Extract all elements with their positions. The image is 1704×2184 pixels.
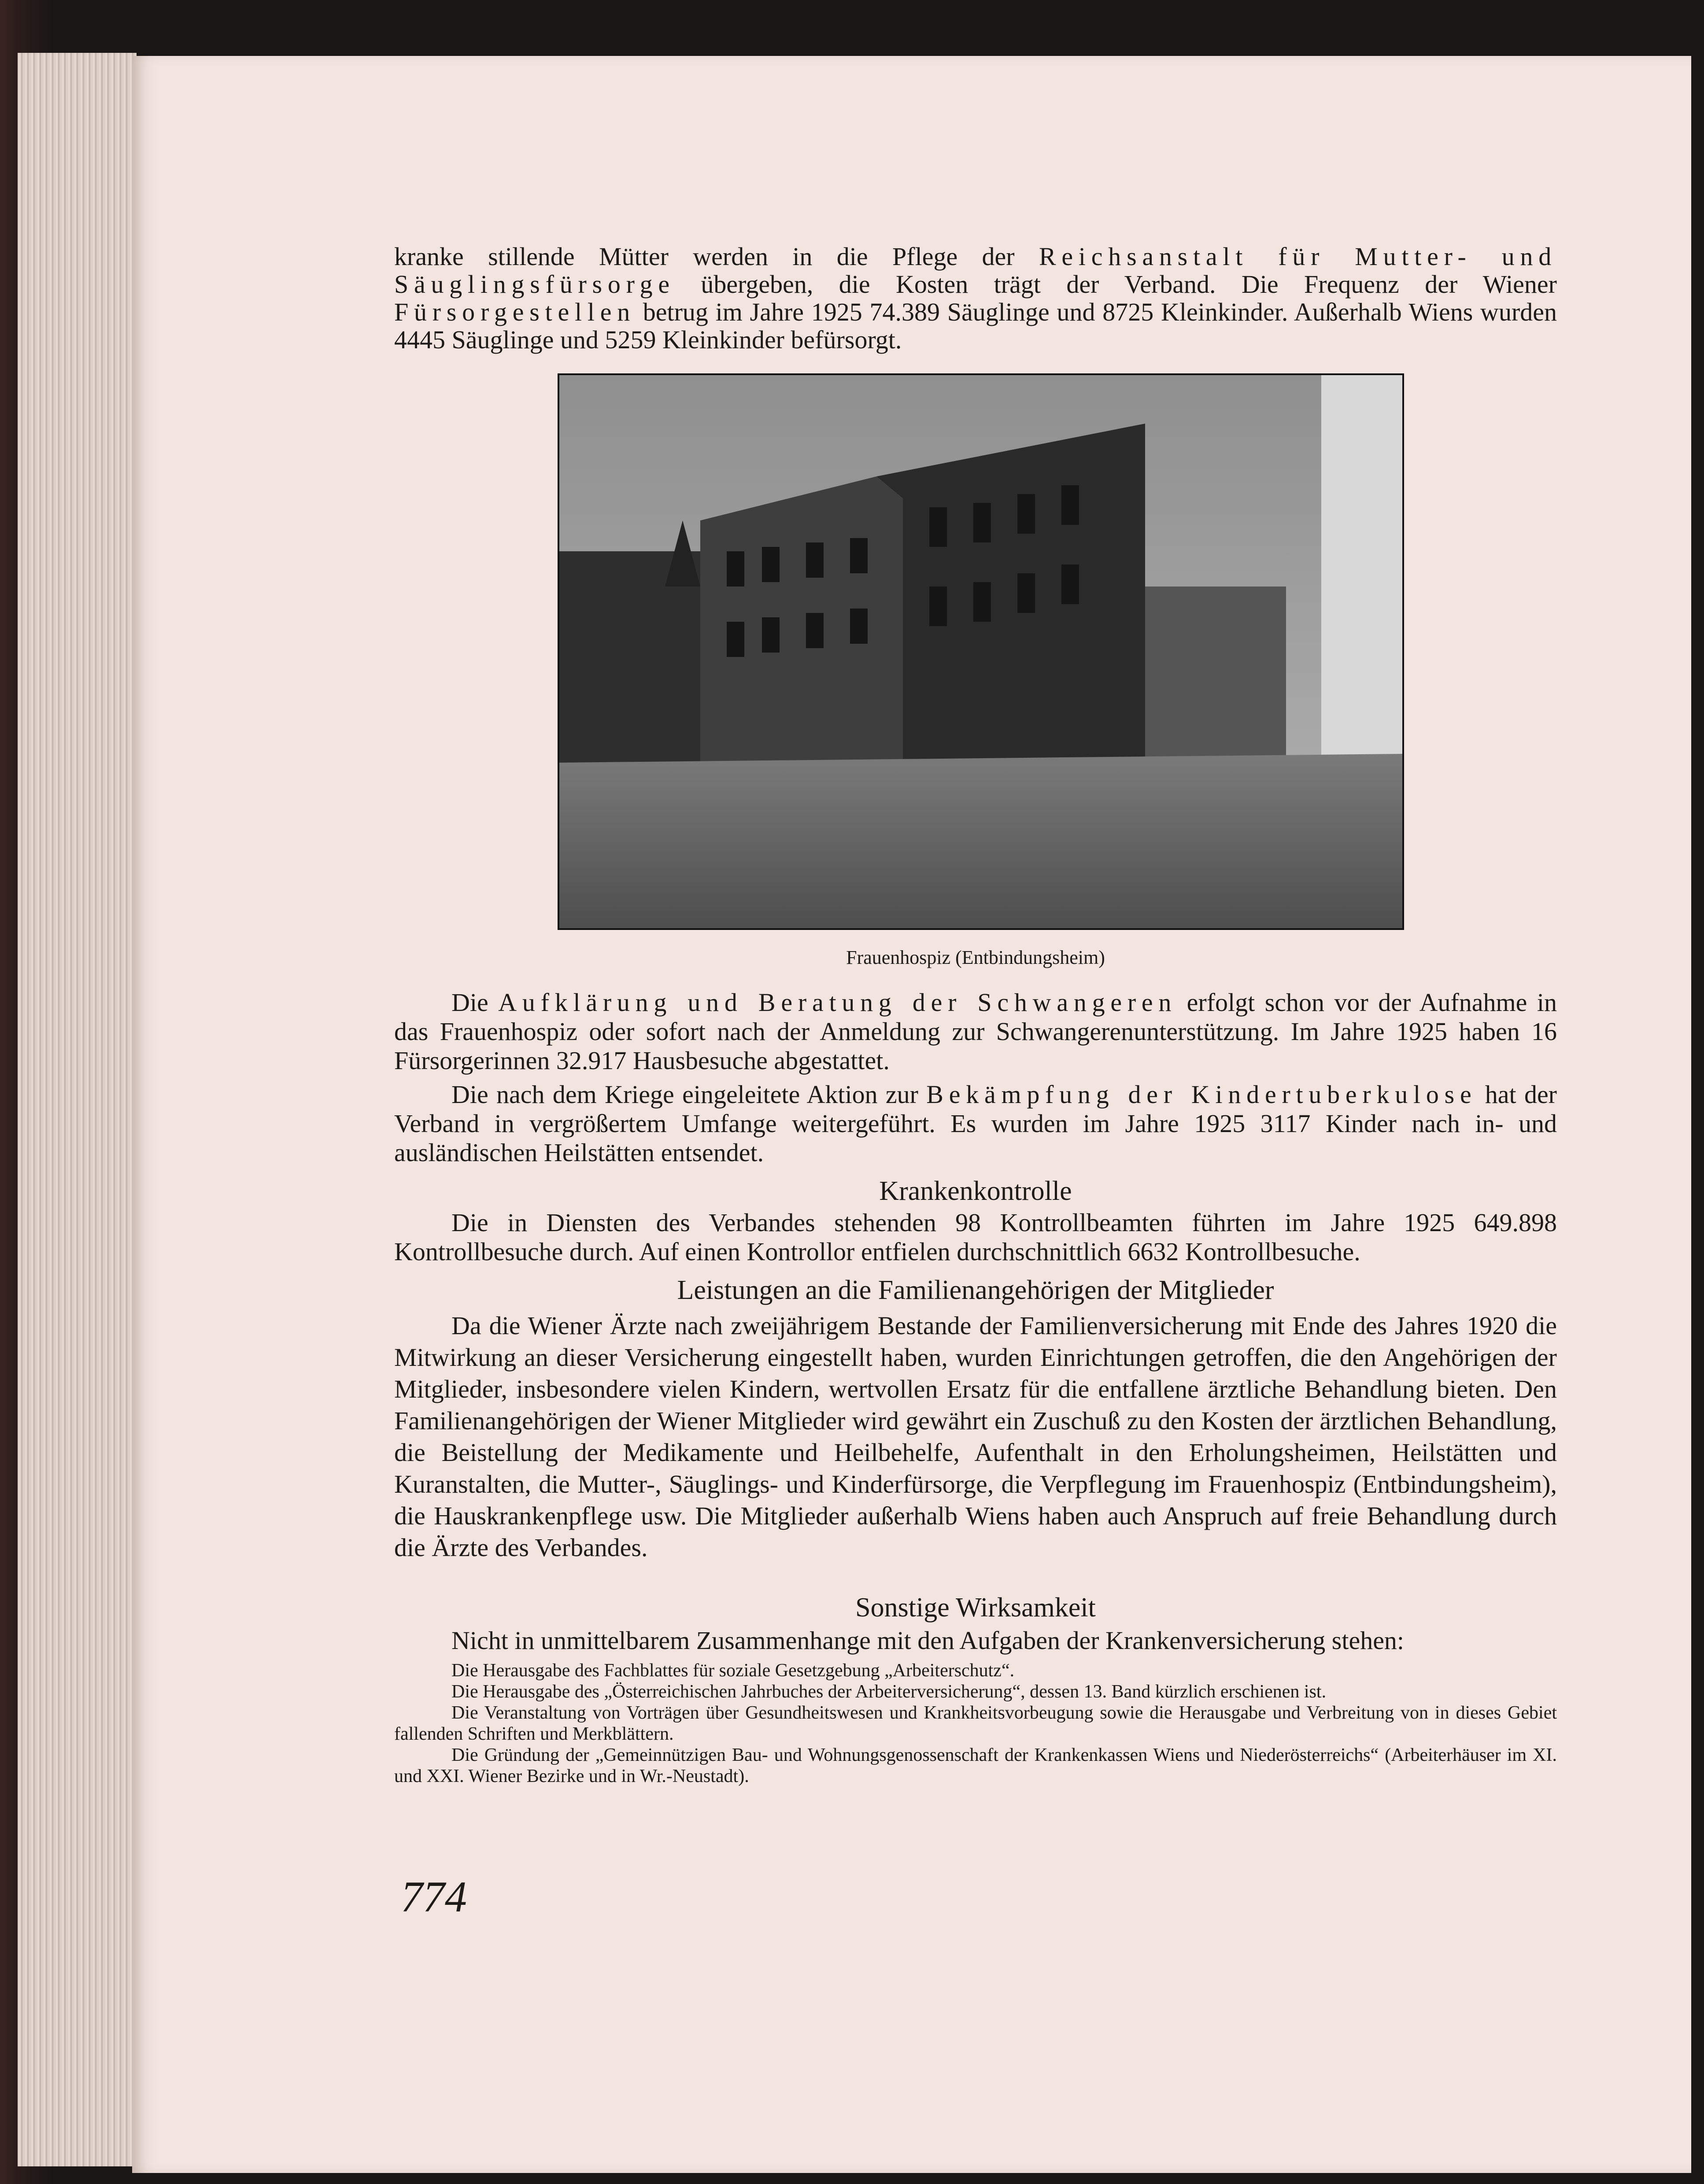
paragraph-1 [394,243,1557,354]
spaced-emphasis: Reichsanstalt für Mutter- und Säuglingsfürsorge [394,242,1557,299]
page-edges [18,53,137,2166]
paragraph-3 [394,1080,1557,1167]
text: hat der Verband in vergrößertem Umfange weitergeführt. Es wurden im Jahre 1925 3117 Kinder nach in- und ausländischen Heilstätten entsendet. [394,1080,1557,1167]
heading-sonstige-wirksamkeit: Sonstige Wirksamkeit [855,1593,1096,1623]
text: kranke stillende Mütter werden in die Pflege der [394,242,1039,271]
paragraph-5 [394,1310,1557,1564]
building-photo-illustration [559,375,1402,928]
text: Nicht in unmittelbarem Zusammenhange mit den Aufgaben der Krankenversicherung stehen: [451,1626,1405,1655]
text: betrug im Jahre 1925 74.389 Säuglinge und 8725 Kleinkinder. Außerhalb Wiens wurden 4445 Säuglinge und 5259 Kleinkinder befürsorgt. [394,298,1557,354]
list-item: Die Gründung der „Gemeinnützigen Bau- und Wohnungsgenossenschaft der Krankenkassen Wiens und Niederösterreichs“ (Arbeiterhäuser im XI. und XXI. Wiener Bezirke und in Wr.-Neustadt). [394,1745,1557,1786]
paragraph-6 [394,1626,1557,1655]
spaced-emphasis: Fürsorgestellen [394,298,636,326]
heading-leistungen: Leistungen an die Familienangehörigen der Mitglieder [677,1275,1274,1305]
list-item: Die Herausgabe des „Österreichischen Jahrbuches der Arbeiterversicherung“, dessen 13. Band kürzlich erschienen ist. [451,1682,1327,1702]
text: erfolgt schon vor der Aufnahme in das Frauenhospiz oder sofort nach der Anmeldung zur Schwangerenunterstützung. Im Jahre 1925 haben 16 Fürsorgerinnen 32.917 Hausbesuche abgestattet. [394,988,1557,1075]
page-number: 774 [401,1872,467,1921]
text: Die [451,988,499,1017]
text: Die nach dem Kriege eingeleitete Aktion zur [451,1080,927,1109]
spaced-emphasis: Aufklärung und Beratung der Schwangeren [498,988,1177,1017]
text: Da die Wiener Ärzte nach zweijährigem Bestande der Familienversicherung mit Ende des Jahres 1920 die Mitwirkung an dieser Versicherung eingestellt haben, wurden Einrichtungen getroffen, die den Angehörigen der Mitglieder, insbesondere vielen Kindern, wertvollen Ersatz für die entfallene ärztliche Behandlung bieten. Den Familienangehörigen der Wiener Mitglieder wird gewährt ein Zuschuß zu den Kosten der ärztlichen Behandlung, die Beistellung der Medikamente und Heilbehelfe, Aufenthalt in den Erholungsheimen, Heilstätten und Kuranstalten, die Mutter-, Säuglings- und Kinderfürsorge, die Verpflegung im Frauenhospiz (Entbindungsheim), die Hauskrankenpflege usw. Die Mitglieder außerhalb Wiens haben auch Anspruch auf freie Behandlung durch die Ärzte des Verbandes. [394,1311,1557,1562]
photo-frauenhospiz [558,373,1404,930]
text: Die in Diensten des Verbandes stehenden 98 Kontrollbeamten führten im Jahre 1925 649.898 Kontrollbesuche durch. Auf einen Kontrollor entfielen durchschnittlich 6632 Kontrollbesuche. [394,1208,1557,1266]
list-item: Die Veranstaltung von Vorträgen über Gesundheitswesen und Krankheitsvorbeugung sowie die Herausgabe und Verbreitung von in dieses Gebiet fallenden Schriften und Merkblättern. [394,1703,1557,1744]
spaced-emphasis: Bekämpfung der Kindertuberkulose [926,1080,1477,1109]
heading-krankenkontrolle: Krankenkontrolle [879,1176,1072,1206]
activities-list [394,1660,1557,1787]
paragraph-2 [394,988,1557,1075]
text: übergeben, die Kosten trägt der Verband. Die Frequenz der Wiener [675,270,1557,299]
list-item: Die Herausgabe des Fachblattes für soziale Gesetzgebung „Arbeiterschutz“. [451,1660,1015,1681]
paragraph-4 [394,1208,1557,1266]
photo-caption: Frauenhospiz (Entbindungsheim) [846,947,1105,968]
